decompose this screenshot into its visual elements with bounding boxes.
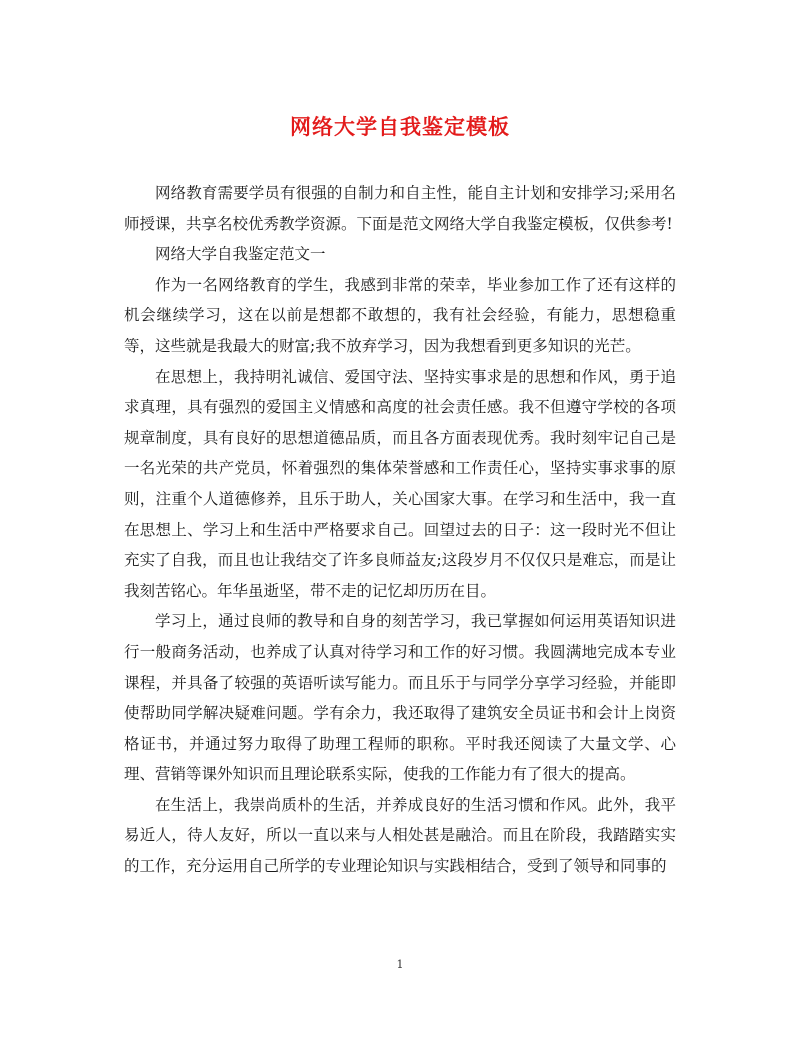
body-paragraph: 作为一名网络教育的学生，我感到非常的荣幸，毕业参加工作了还有这样的机会继续学习，这在以前是想都不敢想的，我有社会经验，有能力，思想稳重等，这些就是我最大的财富;我不放弃学习，因为我想看到更多知识的光芒。 xyxy=(124,275,676,355)
section-heading: 网络大学自我鉴定范文一 xyxy=(155,245,326,264)
body-paragraph: 学习上，通过良师的教导和自身的刻苦学习，我已掌握如何运用英语知识进行一般商务活动，也养成了认真对待学习和工作的好习惯。我圆满地完成本专业课程，并具备了较强的英语听读写能力。而且乐于与同学分享学习经验，并能即使帮助同学解决疑难问题。学有余力，我还取得了建筑安全员证书和会计上岗资格证书，并通过努力取得了助理工程师的职称。平时我还阅读了大量文学、心理、营销等课外知识而且理论联系实际，使我的工作能力有了很大的提高。 xyxy=(124,612,676,784)
document-body xyxy=(124,178,676,882)
body-paragraph: 在生活上，我崇尚质朴的生活，并养成良好的生活习惯和作风。此外，我平易近人，待人友好，所以一直以来与人相处甚是融洽。而且在阶段，我踏踏实实的工作，充分运用自己所学的专业理论知识与实践相结合，受到了领导和同事的 xyxy=(124,795,676,876)
page-number: 1 xyxy=(396,958,404,971)
document-title: 网络大学自我鉴定模板 xyxy=(290,114,510,139)
intro-paragraph: 网络教育需要学员有很强的自制力和自主性，能自主计划和安排学习;采用名师授课，共享名校优秀教学资源。下面是范文网络大学自我鉴定模板，仅供参考! xyxy=(124,184,676,233)
body-paragraph: 在思想上，我持明礼诚信、爱国守法、坚持实事求是的思想和作风，勇于追求真理，具有强烈的爱国主义情感和高度的社会责任感。我不但遵守学校的各项规章制度，具有良好的思想道德品质，而且各方面表现优秀。我时刻牢记自己是一名光荣的共产党员，怀着强烈的集体荣誉感和工作责任心，坚持实事求事的原则，注重个人道德修养，且乐于助人，关心国家大事。在学习和生活中，我一直在思想上、学习上和生活中严格要求自己。回望过去的日子：这一段时光不但让充实了自我，而且也让我结交了许多良师益友;这段岁月不仅仅只是难忘，而是让我刻苦铭心。年华虽逝坚，带不走的记忆却历历在目。 xyxy=(124,367,676,600)
